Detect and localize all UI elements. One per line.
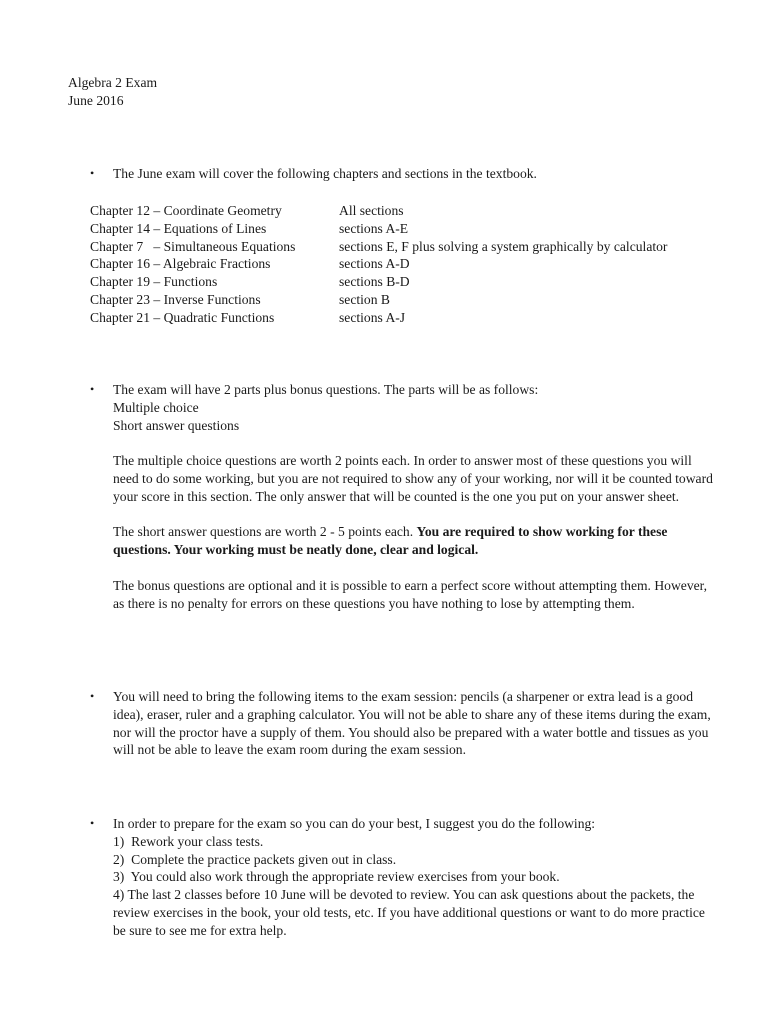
bonus-paragraph: The bonus questions are optional and it is possible to earn a perfect score without attempting them. However, as there is no penalty for errors on these questions you have nothing to lose by attempting them. <box>113 577 708 611</box>
chapter-sections: sections A-J <box>339 309 406 325</box>
chapters-table <box>90 202 667 327</box>
document-title: Algebra 2 Exam <box>68 75 158 90</box>
chapter-name: Chapter 14 – Equations of Lines <box>90 220 267 236</box>
chapter-sections: sections A-D <box>339 256 410 272</box>
chapter-name: Chapter 7 – Simultaneous Equations <box>90 238 296 254</box>
document-header <box>68 74 157 110</box>
document-date: June 2016 <box>68 92 124 108</box>
chapter-name: Chapter 23 – Inverse Functions <box>90 291 261 307</box>
chapter-sections: section B <box>339 291 390 307</box>
chapter-row <box>90 291 667 309</box>
part-short-answer: Short answer questions <box>113 417 240 433</box>
chapter-row <box>90 202 667 220</box>
chapter-row <box>90 255 667 273</box>
chapter-sections: sections B-D <box>339 274 410 290</box>
exam-parts-block <box>113 381 713 612</box>
short-answer-paragraph <box>113 523 713 559</box>
chapter-sections: All sections <box>339 203 404 218</box>
chapter-row <box>90 309 667 327</box>
short-answer-bold: You are required to show working for these questions. Your working must be neatly done, clear and logical. <box>113 524 668 558</box>
chapter-sections: sections E, F plus solving a system graphically by calculator <box>339 238 668 254</box>
exam-parts-intro: The exam will have 2 parts plus bonus questions. The parts will be as follows: <box>113 382 539 397</box>
bullet-icon: • <box>90 382 95 396</box>
bullet-icon: • <box>90 816 95 830</box>
prepare-step: 1) Rework your class tests. <box>113 833 264 849</box>
multiple-choice-paragraph: The multiple choice questions are worth 2 points each. In order to answer most of these questions you will need to do some working, but you are not required to show any of your working, nor will it be counted toward your score in this section. The only answer that will be counted is the one you put on your answer sheet. <box>113 453 713 504</box>
prepare-step: 3) You could also work through the appropriate review exercises from your book. <box>113 869 560 885</box>
chapter-name: Chapter 21 – Quadratic Functions <box>90 309 275 325</box>
chapter-sections: sections A-E <box>339 220 409 236</box>
chapter-row <box>90 273 667 291</box>
chapter-row <box>90 238 667 256</box>
bullet-icon: • <box>90 166 95 180</box>
part-multiple-choice: Multiple choice <box>113 399 199 415</box>
prepare-step-4: 4) The last 2 classes before 10 June will be devoted to review. You can ask questions about the packets, the review exercises in the book, your old tests, etc. If you have additional questions or want to do more practice be sure to see me for extra help. <box>113 887 705 938</box>
chapter-name: Chapter 12 – Coordinate Geometry <box>90 203 282 218</box>
items-paragraph: You will need to bring the following items to the exam session: pencils (a sharpener or extra lead is a good idea), eraser, ruler and a graphing calculator. You will not be able to share any of these items during the exam, nor will the proctor have a supply of them. You should also be prepared with a water bottle and tissues as you will not be able to leave the exam room during the exam session. <box>113 689 711 758</box>
prepare-intro: In order to prepare for the exam so you can do your best, I suggest you do the following: <box>113 816 596 831</box>
prepare-block <box>113 815 713 940</box>
chapters-intro: The June exam will cover the following chapters and sections in the textbook. <box>113 166 537 181</box>
bullet-icon: • <box>90 689 95 703</box>
chapter-row <box>90 220 667 238</box>
short-answer-plain: The short answer questions are worth 2 - 5 points each. <box>113 524 417 540</box>
chapter-name: Chapter 16 – Algebraic Fractions <box>90 256 271 272</box>
chapter-name: Chapter 19 – Functions <box>90 274 218 290</box>
prepare-step: 2) Complete the practice packets given out in class. <box>113 851 397 867</box>
